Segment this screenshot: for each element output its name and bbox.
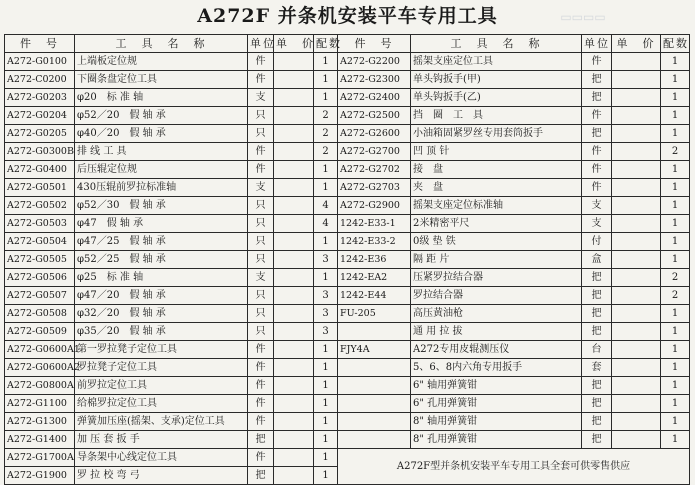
cell-right-part-no: A272-G2703 [338,179,411,197]
cell-left-unit: 件 [248,413,274,431]
cell-right-tool-name: 凹 顶 针 [411,143,582,161]
table-row [5,53,690,71]
cell-left-unit: 件 [248,53,274,71]
cell-right-price [612,107,661,125]
cell-left-tool-name: 罗 拉 校 弯 弓 [75,467,248,485]
cell-left-qty: 4 [314,197,338,215]
cell-right-tool-name: 8" 孔用弹簧钳 [411,431,582,449]
cell-right-part-no: 1242-EA2 [338,269,411,287]
cell-left-qty: 1 [314,413,338,431]
cell-left-price [274,215,314,233]
cell-right-qty: 1 [661,323,690,341]
cell-left-tool-name: 导条架中心线定位工具 [75,449,248,467]
cell-right-price [612,377,661,395]
header-unit-right: 单位 [582,35,612,53]
cell-right-price [612,143,661,161]
cell-right-unit: 付 [582,233,612,251]
cell-left-tool-name: φ47 假 轴 承 [75,215,248,233]
page-title: A272F 并条机安装平车专用工具 [197,5,498,27]
cell-left-tool-name: 罗拉凳子定位工具 [75,359,248,377]
cell-left-part-no: A272-G0100 [5,53,75,71]
cell-left-part-no: A272-G1300 [5,413,75,431]
cell-right-unit: 把 [582,125,612,143]
cell-left-unit: 只 [248,233,274,251]
cell-left-tool-name: 下圈条盘定位工具 [75,71,248,89]
cell-right-part-no: FJY4A [338,341,411,359]
cell-right-unit: 件 [582,161,612,179]
cell-left-unit: 只 [248,251,274,269]
table-row [5,449,690,467]
cell-right-price [612,269,661,287]
cell-right-tool-name: 摇架支座定位标准轴 [411,197,582,215]
watermark-stamp: ▭▭▭▭ [560,10,606,24]
cell-left-price [274,197,314,215]
header-tool-name-right: 工 具 名 称 [411,35,582,53]
cell-right-tool-name: 隔 距 片 [411,251,582,269]
cell-right-unit: 把 [582,287,612,305]
cell-left-tool-name: 后压辊定位规 [75,161,248,179]
cell-right-unit: 盒 [582,251,612,269]
cell-left-part-no: A272-G1700A [5,449,75,467]
cell-right-part-no [338,395,411,413]
cell-right-price [612,53,661,71]
cell-left-price [274,323,314,341]
cell-right-qty: 1 [661,377,690,395]
cell-left-qty: 1 [314,449,338,467]
cell-left-part-no: A272-G0203 [5,89,75,107]
cell-left-unit: 件 [248,161,274,179]
cell-left-tool-name: φ32／20 假 轴 承 [75,305,248,323]
table-row [5,233,690,251]
cell-left-qty: 1 [314,53,338,71]
cell-right-part-no: A272-G2900 [338,197,411,215]
cell-left-price [274,449,314,467]
table-row [5,359,690,377]
cell-right-price [612,179,661,197]
cell-left-qty: 1 [314,269,338,287]
cell-left-tool-name: 上端板定位规 [75,53,248,71]
cell-right-price [612,323,661,341]
cell-left-unit: 件 [248,359,274,377]
cell-left-unit: 只 [248,305,274,323]
cell-left-qty: 3 [314,251,338,269]
cell-right-part-no: 1242-E33-1 [338,215,411,233]
cell-left-part-no: A272-G0505 [5,251,75,269]
cell-right-unit: 把 [582,269,612,287]
cell-right-unit: 把 [582,71,612,89]
table-row [5,215,690,233]
cell-left-qty: 3 [314,305,338,323]
cell-right-unit: 套 [582,359,612,377]
cell-right-part-no: FU-205 [338,305,411,323]
cell-left-price [274,107,314,125]
supply-note: A272F型并条机安装平车专用工具全套可供零售供应 [338,449,690,485]
cell-right-tool-name: 小油箱固紧罗丝专用套筒扳手 [411,125,582,143]
cell-left-unit: 只 [248,107,274,125]
cell-left-tool-name: 给棉罗拉定位工具 [75,395,248,413]
cell-left-unit: 件 [248,143,274,161]
table-row [5,89,690,107]
cell-left-part-no: A272-G0205 [5,125,75,143]
table-body [5,53,690,485]
cell-left-qty: 1 [314,341,338,359]
cell-left-price [274,251,314,269]
cell-left-part-no: A272-G0600A1 [5,341,75,359]
table-row [5,251,690,269]
cell-right-price [612,197,661,215]
cell-left-part-no: A272-G0508 [5,305,75,323]
cell-right-qty: 1 [661,395,690,413]
cell-left-part-no: A272-G1900 [5,467,75,485]
cell-left-qty: 1 [314,395,338,413]
cell-left-price [274,287,314,305]
cell-left-tool-name: φ20 标 准 轴 [75,89,248,107]
cell-right-tool-name: 8" 轴用弹簧钳 [411,413,582,431]
cell-right-qty: 1 [661,305,690,323]
cell-left-part-no: A272-G0400 [5,161,75,179]
cell-right-qty: 1 [661,71,690,89]
cell-left-qty: 1 [314,233,338,251]
cell-right-price [612,395,661,413]
cell-left-price [274,395,314,413]
cell-left-price [274,233,314,251]
cell-left-part-no: A272-C0200 [5,71,75,89]
cell-left-qty: 1 [314,377,338,395]
cell-right-part-no: A272-G2700 [338,143,411,161]
cell-right-price [612,89,661,107]
table-row [5,269,690,287]
cell-left-tool-name: φ35／20 假 轴 承 [75,323,248,341]
cell-left-tool-name: φ40／20 假 轴 承 [75,125,248,143]
cell-left-price [274,143,314,161]
cell-right-qty: 1 [661,341,690,359]
cell-left-price [274,161,314,179]
cell-left-price [274,179,314,197]
cell-left-unit: 只 [248,323,274,341]
cell-left-price [274,269,314,287]
cell-right-price [612,359,661,377]
cell-right-part-no: A272-G2200 [338,53,411,71]
cell-left-part-no: A272-G0503 [5,215,75,233]
cell-right-unit: 件 [582,53,612,71]
cell-right-unit: 把 [582,395,612,413]
cell-right-part-no [338,359,411,377]
table-row [5,197,690,215]
cell-left-price [274,467,314,485]
cell-left-qty: 2 [314,143,338,161]
cell-right-unit: 把 [582,413,612,431]
cell-right-tool-name: 通 用 拉 拔 [411,323,582,341]
cell-left-part-no: A272-G1100 [5,395,75,413]
header-part-no-right: 件 号 [338,35,411,53]
cell-right-price [612,215,661,233]
cell-right-tool-name: 罗拉结合器 [411,287,582,305]
cell-right-qty: 1 [661,107,690,125]
cell-left-part-no: A272-G0800A [5,377,75,395]
table-row [5,143,690,161]
cell-right-price [612,161,661,179]
table-row [5,377,690,395]
cell-right-price [612,287,661,305]
cell-left-qty: 1 [314,431,338,449]
cell-right-tool-name: 6" 轴用弹簧钳 [411,377,582,395]
cell-left-qty: 1 [314,359,338,377]
cell-left-qty: 3 [314,323,338,341]
cell-right-part-no: 1242-E44 [338,287,411,305]
cell-right-tool-name: 单头钩扳手(甲) [411,71,582,89]
cell-left-qty: 4 [314,215,338,233]
cell-left-unit: 件 [248,71,274,89]
cell-left-qty: 1 [314,71,338,89]
cell-right-tool-name: 压紧罗拉结合器 [411,269,582,287]
cell-left-part-no: A272-G0507 [5,287,75,305]
cell-right-price [612,413,661,431]
table-header-row [5,35,690,53]
cell-right-tool-name: 0级 垫 铁 [411,233,582,251]
cell-right-unit: 台 [582,341,612,359]
cell-left-qty: 1 [314,161,338,179]
cell-right-qty: 1 [661,413,690,431]
table-row [5,125,690,143]
cell-left-price [274,89,314,107]
cell-left-tool-name: 第一罗拉凳子定位工具 [75,341,248,359]
cell-right-price [612,341,661,359]
cell-right-tool-name: 高压黄油枪 [411,305,582,323]
header-qty-left: 配数 [314,35,338,53]
cell-right-part-no [338,413,411,431]
cell-left-part-no: A272-G0501 [5,179,75,197]
cell-left-part-no: A272-G0502 [5,197,75,215]
cell-right-tool-name: 夹 盘 [411,179,582,197]
cell-left-part-no: A272-G0600A2 [5,359,75,377]
tool-table [4,34,690,485]
cell-left-tool-name: φ52／20 假 轴 承 [75,107,248,125]
table-row [5,305,690,323]
header-unit-left: 单位 [248,35,274,53]
cell-right-unit: 把 [582,305,612,323]
cell-left-price [274,305,314,323]
cell-left-tool-name: 加 压 套 扳 手 [75,431,248,449]
cell-left-tool-name: φ52／25 假 轴 承 [75,251,248,269]
cell-right-part-no: A272-G2702 [338,161,411,179]
cell-right-unit: 把 [582,89,612,107]
table-row [5,161,690,179]
cell-right-unit: 件 [582,143,612,161]
cell-left-tool-name: φ47／20 假 轴 承 [75,287,248,305]
cell-left-price [274,413,314,431]
cell-left-qty: 2 [314,107,338,125]
cell-left-tool-name: 排 线 工 具 [75,143,248,161]
header-tool-name-left: 工 具 名 称 [75,35,248,53]
cell-right-unit: 支 [582,215,612,233]
table-row [5,323,690,341]
cell-left-tool-name: φ25 标 准 轴 [75,269,248,287]
cell-left-part-no: A272-G1400 [5,431,75,449]
cell-left-unit: 只 [248,287,274,305]
cell-right-qty: 2 [661,287,690,305]
cell-left-price [274,359,314,377]
cell-left-unit: 支 [248,269,274,287]
cell-left-tool-name: φ47／25 假 轴 承 [75,233,248,251]
cell-right-unit: 把 [582,323,612,341]
cell-left-unit: 只 [248,197,274,215]
cell-right-part-no [338,323,411,341]
cell-left-unit: 件 [248,395,274,413]
cell-left-part-no: A272-G0504 [5,233,75,251]
cell-right-tool-name: 单头钩扳手(乙) [411,89,582,107]
cell-left-price [274,71,314,89]
cell-right-price [612,125,661,143]
cell-right-tool-name: 接 盘 [411,161,582,179]
cell-left-unit: 支 [248,89,274,107]
table-row [5,71,690,89]
cell-left-tool-name: 弹簧加压座(摇架、支承)定位工具 [75,413,248,431]
cell-right-qty: 1 [661,89,690,107]
cell-right-qty: 1 [661,359,690,377]
cell-left-tool-name: φ52／30 假 轴 承 [75,197,248,215]
cell-right-unit: 件 [582,107,612,125]
cell-right-qty: 1 [661,215,690,233]
cell-left-part-no: A272-G0300B [5,143,75,161]
cell-left-unit: 只 [248,215,274,233]
cell-left-qty: 3 [314,287,338,305]
cell-left-qty: 1 [314,179,338,197]
cell-right-unit: 支 [582,197,612,215]
cell-left-unit: 把 [248,467,274,485]
cell-right-part-no: A272-G2400 [338,89,411,107]
cell-right-unit: 把 [582,377,612,395]
header-price-left: 单 价 [274,35,314,53]
cell-right-qty: 1 [661,197,690,215]
cell-right-tool-name: 2米精密平尺 [411,215,582,233]
cell-right-qty: 2 [661,143,690,161]
cell-left-unit: 件 [248,377,274,395]
cell-right-qty: 1 [661,179,690,197]
cell-right-part-no: 1242-E36 [338,251,411,269]
cell-left-tool-name: 前罗拉定位工具 [75,377,248,395]
cell-right-tool-name: 挡 圈 工 具 [411,107,582,125]
cell-right-qty: 1 [661,233,690,251]
cell-right-qty: 2 [661,269,690,287]
cell-right-part-no [338,431,411,449]
table-row [5,395,690,413]
cell-right-part-no: A272-G2600 [338,125,411,143]
cell-left-unit: 只 [248,125,274,143]
cell-right-qty: 1 [661,53,690,71]
cell-right-qty: 1 [661,125,690,143]
cell-right-tool-name: 摇架支座定位工具 [411,53,582,71]
cell-right-part-no: A272-G2500 [338,107,411,125]
cell-left-qty: 2 [314,125,338,143]
cell-right-part-no: 1242-E33-2 [338,233,411,251]
cell-right-unit: 把 [582,431,612,449]
cell-right-price [612,431,661,449]
table-row [5,179,690,197]
table-row [5,341,690,359]
cell-right-price [612,233,661,251]
cell-right-qty: 1 [661,431,690,449]
cell-right-unit: 件 [582,179,612,197]
cell-left-unit: 支 [248,179,274,197]
cell-left-price [274,431,314,449]
header-qty-right: 配数 [661,35,690,53]
cell-left-price [274,125,314,143]
cell-right-qty: 1 [661,161,690,179]
cell-right-qty: 1 [661,251,690,269]
cell-right-part-no: A272-G2300 [338,71,411,89]
cell-right-price [612,71,661,89]
header-price-right: 单 价 [612,35,661,53]
header-part-no-left: 件 号 [5,35,75,53]
cell-left-qty: 1 [314,467,338,485]
cell-right-tool-name: A272专用皮辊测压仪 [411,341,582,359]
cell-left-price [274,341,314,359]
cell-left-part-no: A272-G0506 [5,269,75,287]
cell-left-part-no: A272-G0204 [5,107,75,125]
cell-right-price [612,305,661,323]
table-row [5,287,690,305]
cell-left-price [274,377,314,395]
cell-left-unit: 件 [248,341,274,359]
cell-right-price [612,251,661,269]
table-row [5,431,690,449]
cell-left-qty: 1 [314,89,338,107]
cell-left-unit: 把 [248,431,274,449]
cell-left-unit: 件 [248,449,274,467]
cell-right-part-no [338,377,411,395]
cell-left-price [274,53,314,71]
cell-right-tool-name: 6" 孔用弹簧钳 [411,395,582,413]
cell-left-tool-name: 430压辊前罗拉标准轴 [75,179,248,197]
cell-right-tool-name: 5、6、8内六角专用扳手 [411,359,582,377]
table-row [5,413,690,431]
table-row [5,107,690,125]
cell-left-part-no: A272-G0509 [5,323,75,341]
